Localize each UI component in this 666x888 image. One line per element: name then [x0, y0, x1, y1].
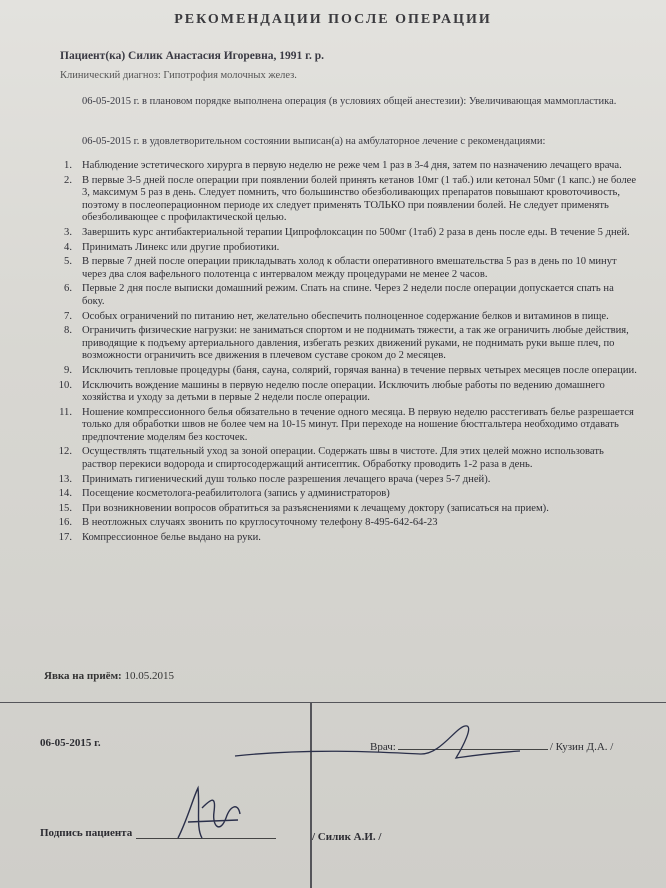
patient-signature-scribble [168, 778, 258, 848]
recommendation-number: 10. [58, 379, 72, 391]
recommendation-number: 11. [59, 406, 72, 418]
recommendation-text: Принимать гигиенический душ только после разрешения лечащего врача (через 5-7 дней). [82, 473, 491, 485]
recommendation-text: При возникновении вопросов обратиться за разъяснениями к лечащему доктору (записаться на прием). [82, 502, 549, 514]
document-title: РЕКОМЕНДАЦИИ ПОСЛЕ ОПЕРАЦИИ [174, 12, 492, 27]
recommendation-number: 5. [64, 256, 72, 268]
recommendation-text: В неотложных случаях звонить по круглосуточному телефону 8-495-642-64-23 [82, 517, 438, 529]
recommendation-number: 15. [58, 502, 72, 514]
recommendation-item [28, 532, 638, 545]
recommendation-number: 3. [64, 226, 72, 238]
recommendation-number: 16. [58, 517, 72, 529]
discharge-paragraph: 06-05-2015 г. в удовлетворительном состоянии выписан(а) на амбулаторное лечение с рекомендациями: [82, 136, 546, 147]
recommendation-text: Ограничить физические нагрузки: не заниматься спортом и не поднимать тяжести, а так же ограничить любые действия, приводящие к подъему артериального давления, избегать резких движений руками, не поднимать руки выше плеч, по возможности ограничить все движения в плечевом суставе сроком до 2 месяцев. [82, 325, 629, 362]
recommendations-list [28, 160, 638, 547]
recommendation-item [28, 175, 638, 225]
recommendation-number: 14. [58, 488, 72, 500]
signature-date: 06-05-2015 г. [40, 737, 101, 749]
recommendation-item [28, 365, 638, 378]
doctor-label: Врач: [370, 741, 396, 753]
recommendation-number: 2. [64, 174, 72, 186]
recommendation-text: Завершить курс антибактериальной терапии Ципрофлоксацин по 500мг (1таб) 2 раза в день после еды. В течение 5 дней. [82, 226, 630, 238]
recommendation-text: Ношение компрессионного белья обязательно в течение одного месяца. В первую неделю расстегивать белье разрешается только для обработки швов не более чем на 10-15 минут. При переходе на ношение бюстгальтера необходимо отдавать предпочтение моделям без косточек. [82, 406, 634, 443]
recommendation-text: Наблюдение эстетического хирурга в первую неделю не реже чем 1 раз в 3-4 дня, затем по назначению лечащего врача. [82, 160, 622, 171]
recommendation-text: Первые 2 дня после выписки домашний режим. Спать на спине. Через 2 недели после операции допускается спать на боку. [82, 283, 614, 307]
recommendation-item [28, 474, 638, 487]
recommendation-number: 4. [64, 241, 72, 253]
recommendation-item [28, 407, 638, 445]
recommendation-number: 9. [64, 364, 72, 376]
recommendation-text: Исключить тепловые процедуры (баня, сауна, солярий, горячая ванна) в течение первых четырех месяцев после операции. [82, 364, 637, 376]
recommendation-item [28, 488, 638, 501]
recommendation-item [28, 283, 638, 308]
recommendation-item [28, 503, 638, 516]
recommendation-number: 17. [58, 532, 72, 544]
doctor-name: / Кузин Д.А. / [549, 741, 614, 753]
recommendation-text: Посещение косметолога-реабилитолога (запись у администраторов) [82, 488, 390, 500]
recommendation-number: 6. [64, 283, 72, 295]
recommendation-number: 1. [64, 160, 72, 171]
patient-signature-label: Подпись пациента [40, 827, 133, 839]
recommendation-item [28, 517, 638, 530]
recommendation-text: Принимать Линекс или другие пробиотики. [82, 241, 280, 253]
patient-name: / Силик А.И. / [312, 831, 382, 843]
recommendation-item [28, 256, 638, 281]
operation-paragraph: 06-05-2015 г. в плановом порядке выполнена операция (в условиях общей анестезии): Увеличивающая маммопластика. [82, 96, 617, 107]
recommendation-number: 8. [64, 325, 72, 337]
patient-line: Пациент(ка) Силик Анастасия Игоревна, 1991 г. р. [60, 50, 325, 62]
recommendation-item [28, 160, 638, 173]
recommendation-item [28, 311, 638, 324]
recommendation-text: В первые 7 дней после операции прикладывать холод к области оперативного вмешательства 5 раз в день по 10 минут через два слоя вафельного полотенца с интервалом между процедурами не менее 2 часов. [82, 256, 617, 280]
recommendation-text: Исключить вождение машины в первую неделю после операции. Исключить любые работы по ведению домашнего хозяйства и уходу за детьми в первые 2 недели после операции. [82, 379, 605, 404]
recommendation-text: Особых ограничений по питанию нет, желательно обеспечить полноценное содержание белков и витаминов в пище. [82, 310, 609, 322]
doctor-signature-scribble [230, 718, 530, 768]
appointment-line [44, 670, 174, 682]
recommendation-item [28, 380, 638, 405]
recommendation-text: Компрессионное белье выдано на руки. [82, 532, 261, 544]
recommendation-text: Осуществлять тщательный уход за зоной операции. Содержать швы в чистоте. Для этих целей можно использовать раствор перекиси водорода и спиртосодержащий антисептик. Обработку проводить 1-2 раза в день. [82, 446, 604, 471]
recommendation-number: 12. [58, 446, 72, 458]
recommendation-item [28, 325, 638, 363]
recommendation-item [28, 446, 638, 471]
recommendation-text: В первые 3-5 дней после операции при появлении болей принять кетанов 10мг (1 таб.) или кетонал 50мг (1 капс.) не более 3, максимум 5 раз в день. Следует помнить, что большинство обезболивающих препаратов повышают кровоточивость, поэтому в послеоперационном периоде их следует применять ТОЛЬКО при появлении болей. Не следует применять обезболивающее с профилактической целью. [82, 174, 637, 224]
recommendation-number: 7. [64, 310, 72, 322]
appointment-label: Явка на приём: [44, 670, 122, 682]
recommendation-item [28, 242, 638, 255]
recommendation-item [28, 227, 638, 240]
recommendation-number: 13. [58, 473, 72, 485]
appointment-date: 10.05.2015 [124, 670, 174, 682]
diagnosis-line: Клинический диагноз: Гипотрофия молочных желез. [60, 70, 297, 81]
